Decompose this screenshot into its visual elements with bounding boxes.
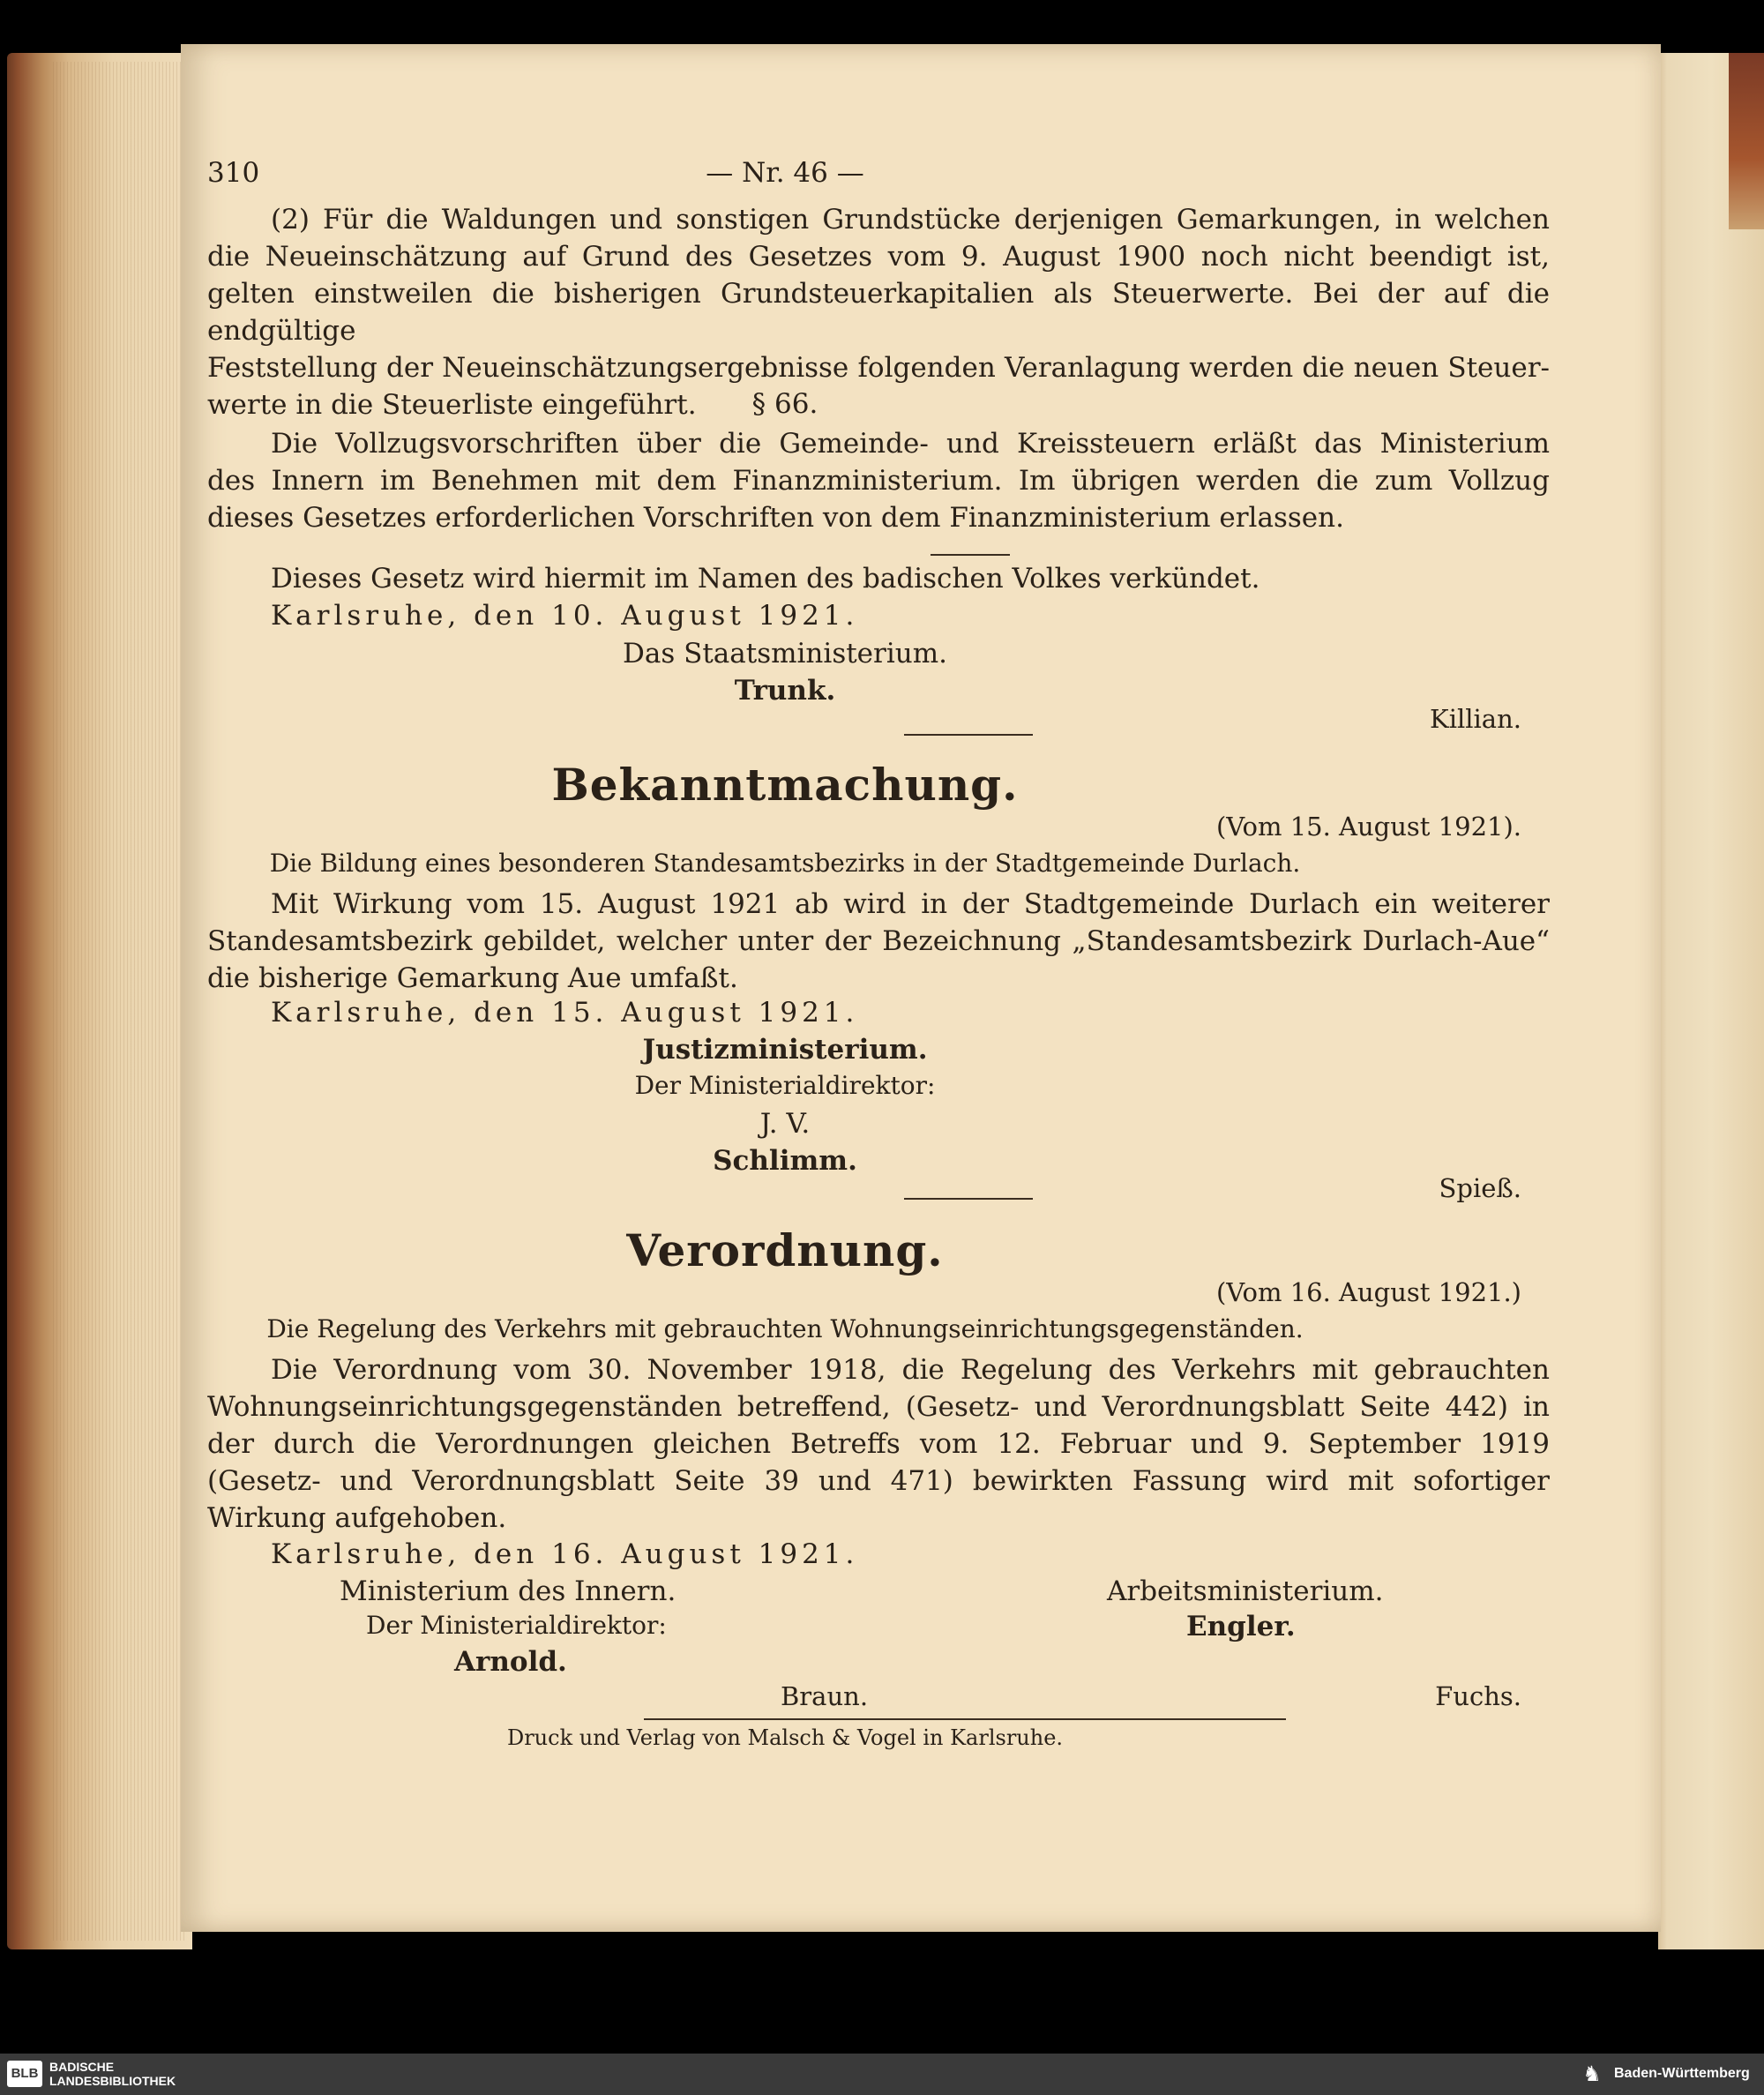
blb-logo: BLB	[7, 2061, 42, 2087]
running-header	[207, 157, 1363, 196]
book-cover-corner	[1729, 53, 1764, 229]
place-date: Karlsruhe, den 16. August 1921.	[271, 1538, 859, 1570]
text-line: die bisherige Gemarkung Aue umfaßt.	[207, 962, 738, 994]
section-title: Bekanntmachung.	[551, 759, 1019, 811]
signer: Trunk.	[734, 675, 836, 707]
text-line: Feststellung der Neueinschätzungsergebnisse folgenden Veranlagung werden die neuen Steuer-	[207, 352, 1550, 384]
text-line: (2) Für die Waldungen und sonstigen Grundstücke derjenigen Gemarkungen, in welchen	[271, 204, 1550, 236]
section-title: Verordnung.	[626, 1224, 944, 1276]
iv-note: J. V.	[759, 1108, 811, 1140]
library-name-line: BADISCHE	[49, 2060, 115, 2074]
role-left: Der Ministerialdirektor:	[366, 1611, 667, 1640]
coat-of-arms-icon: ♞	[1582, 2061, 1602, 2086]
text-line: werte in die Steuerliste eingeführt.	[207, 389, 697, 421]
place-date: Karlsruhe, den 10. August 1921.	[271, 600, 859, 632]
text-line: Standesamtsbezirk gebildet, welcher unter der Bezeichnung „Standesamtsbezirk Durlach-Aue“	[207, 925, 1550, 957]
paragraph-66	[207, 425, 1550, 536]
section-date: (Vom 15. August 1921).	[1215, 812, 1521, 842]
divider	[931, 554, 1010, 556]
authority: Das Staatsministerium.	[623, 638, 947, 670]
ministry-right: Arbeitsministerium.	[1107, 1575, 1384, 1607]
text-line: Die Verordnung vom 30. November 1918, die Regelung des Verkehrs mit gebrauchten	[271, 1354, 1550, 1386]
text-line: Die Vollzugsvorschriften über die Gemeinde- und Kreissteuern erläßt das Ministerium	[271, 428, 1550, 460]
signer: Schlimm.	[713, 1145, 857, 1177]
signer-right: Engler.	[1186, 1611, 1296, 1642]
library-name-line: LANDESBIBLIOTHEK	[49, 2074, 176, 2088]
section-subject: Die Bildung eines besonderen Standesamtsbezirks in der Stadtgemeinde Durlach.	[269, 849, 1301, 878]
text-line: Mit Wirkung vom 15. August 1921 ab wird in der Stadtgemeinde Durlach ein weiterer	[271, 888, 1550, 920]
ministry-left: Ministerium des Innern.	[340, 1575, 676, 1607]
text-line: des Innern im Benehmen mit dem Finanzministerium. Im übrigen werden die zum Vollzug	[207, 465, 1550, 497]
state-name: Baden-Württemberg	[1614, 2066, 1750, 2081]
divider	[904, 1198, 1033, 1200]
divider	[904, 734, 1033, 736]
co-signer: Killian.	[1430, 704, 1521, 734]
ordinance-body	[207, 1351, 1550, 1537]
co-signer: Spieß.	[1439, 1173, 1521, 1203]
imprint: Druck und Verlag von Malsch & Vogel in Karlsruhe.	[506, 1725, 1064, 1750]
text-line: gelten einstweilen die bisherigen Grundsteuerkapitalien als Steuerwerte. Bei der auf die endgültige	[207, 278, 1550, 347]
book-right-edge	[1658, 53, 1764, 1949]
co-signer-left: Braun.	[781, 1681, 869, 1711]
text-line: dieses Gesetzes erforderlichen Vorschriften von dem Finanzministerium erlassen.	[207, 502, 1344, 534]
text-line: Wirkung aufgehoben.	[207, 1502, 507, 1534]
library-footer	[0, 2054, 1764, 2095]
paragraph-sign: § 66.	[751, 388, 818, 420]
imprint-rule	[644, 1718, 1286, 1720]
text-line: Wohnungseinrichtungsgegenständen betreffend, (Gesetz- und Verordnungsblatt Seite 442) in	[207, 1391, 1550, 1423]
text-line: der durch die Verordnungen gleichen Betreffs vom 12. Februar und 9. September 1919	[207, 1428, 1550, 1460]
text-line: (Gesetz- und Verordnungsblatt Seite 39 und 471) bewirkten Fassung wird mit sofortiger	[207, 1465, 1550, 1497]
proclamation: Dieses Gesetz wird hiermit im Namen des badischen Volkes verkündet.	[271, 563, 1260, 595]
authority: Justizministerium.	[642, 1034, 928, 1066]
text-line: die Neueinschätzung auf Grund des Gesetzes vom 9. August 1900 noch nicht beendigt ist,	[207, 241, 1550, 273]
issue-number: — Nr. 46 —	[706, 157, 864, 189]
role: Der Ministerialdirektor:	[634, 1071, 936, 1100]
co-signer-right: Fuchs.	[1435, 1681, 1521, 1711]
announcement-body	[207, 886, 1550, 997]
section-subject: Die Regelung des Verkehrs mit gebrauchten Wohnungseinrichtungsgegenständen.	[266, 1314, 1304, 1343]
page-number: 310	[207, 157, 260, 189]
signer-left: Arnold.	[454, 1646, 567, 1678]
page-content	[207, 106, 1550, 1782]
library-name	[49, 2060, 176, 2088]
page-stack-edges	[53, 62, 185, 1941]
place-date: Karlsruhe, den 15. August 1921.	[271, 997, 859, 1029]
section-date: (Vom 16. August 1921.)	[1215, 1277, 1521, 1307]
